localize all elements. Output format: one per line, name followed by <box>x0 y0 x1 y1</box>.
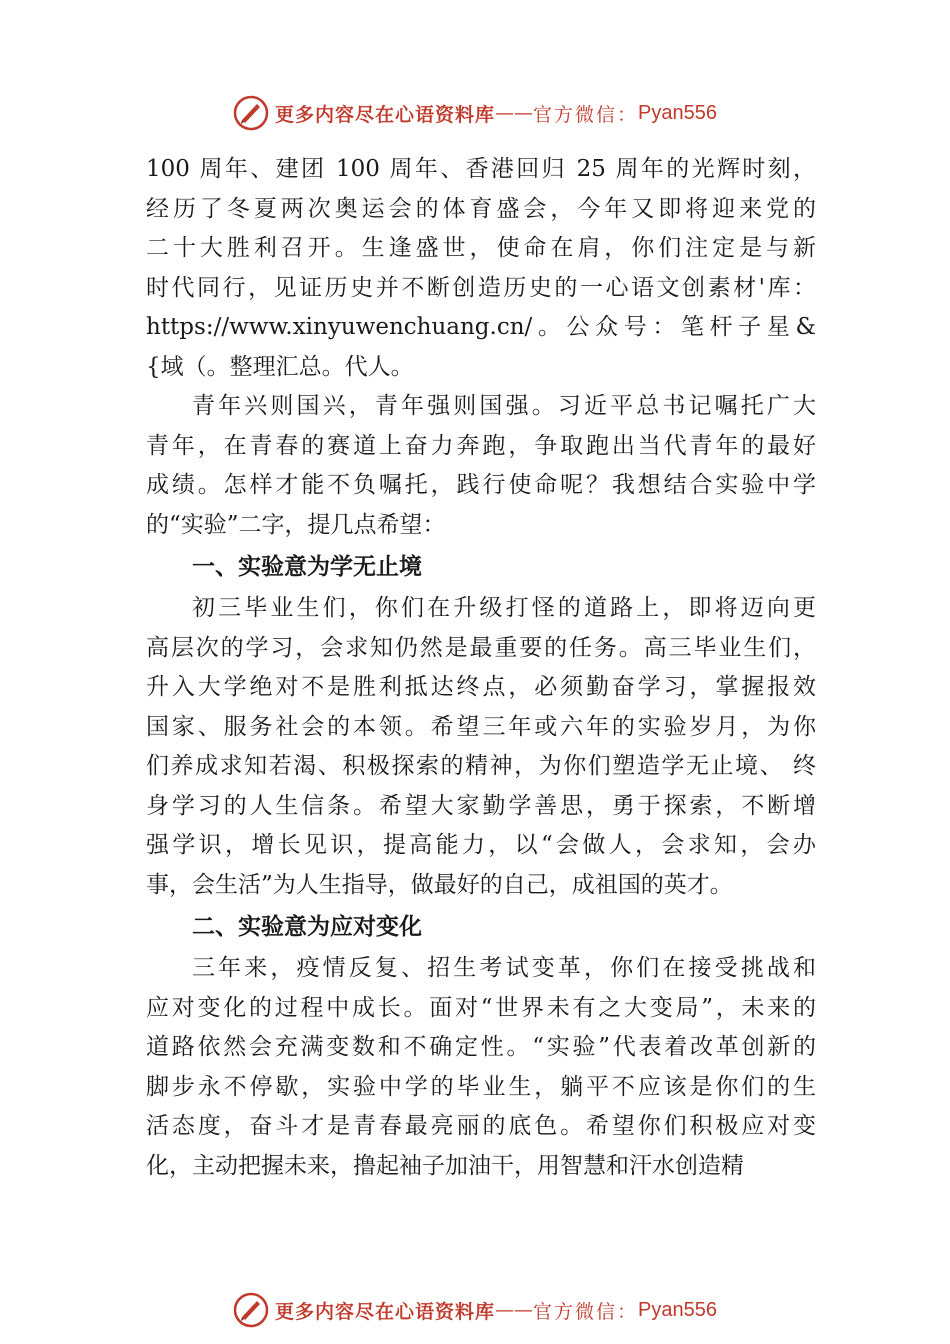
text-line: 道路依然会充满变数和不确定性。“实验”代表着改革创新的 <box>146 1034 816 1060</box>
text-line: 青年兴则国兴，青年强则国强。习近平总书记嘱托广大 <box>192 393 816 419</box>
pen-logo-icon <box>233 95 269 131</box>
paragraph-1 <box>146 150 816 387</box>
text-line: 经历了冬夏两次奥运会的体育盛会，今年又即将迎来党的 <box>146 195 816 222</box>
banner-wechat-label: 官方微信： <box>533 103 639 126</box>
text-line: 们养成求知若渴、积极探索的精神，为你们塑造学无止境、 终 <box>146 753 816 779</box>
text-line: 国家、服务社会的本领。希望三年或六年的实验岁月，为你 <box>146 713 816 740</box>
text-line: 二十大胜利召开。生逢盛世，使命在肩，你们注定是与新 <box>146 235 816 261</box>
text-line: 事，会生活”为人生指导，做最好的自己，成祖国的英才。 <box>146 871 733 898</box>
banner-brand: 更多内容尽在心语资料库 <box>275 1300 496 1323</box>
document-body <box>146 150 816 1186</box>
text-line: 脚步永不停歇，实验中学的毕业生，躺平不应该是你们的生 <box>146 1073 816 1100</box>
text-line: 青年，在青春的赛道上奋力奔跑，争取跑出当代青年的最好 <box>146 432 816 459</box>
paragraph-3 <box>146 589 816 905</box>
text-line: 时代同行，见证历史并不断创造历史的一心语文创素材'库： <box>146 274 816 301</box>
section-heading-2: 二、实验意为应对变化 <box>192 914 422 940</box>
text-line: 高层次的学习，会求知仍然是最重要的任务。高三毕业生们， <box>146 634 816 661</box>
text-line: 初三毕业生们，你们在升级打怪的道路上，即将迈向更 <box>192 595 816 621</box>
section-heading-1: 一、实验意为学无止境 <box>192 554 422 580</box>
text-line: 的“实验”二字，提几点希望： <box>146 511 446 538</box>
banner-wechat-id: Pyan556 <box>638 101 717 124</box>
text-line: 活态度，奋斗才是青春最亮丽的底色。希望你们积极应对变 <box>146 1113 816 1139</box>
banner-wechat-label: 官方微信： <box>533 1300 639 1323</box>
text-line: 成绩。怎样才能不负嘱托，践行使命呢？我想结合实验中学 <box>146 472 816 498</box>
paragraph-2 <box>146 387 816 545</box>
text-line: 强学识，增长见识，提高能力，以“会做人，会求知，会办 <box>146 832 816 858</box>
text-line: 三年来，疫情反复、招生考试变革，你们在接受挑战和 <box>192 955 816 981</box>
text-line: 化，主动把握未来，撸起袖子加油干，用智慧和汗水创造精 <box>146 1152 744 1179</box>
text-line: 应对变化的过程中成长。面对“世界未有之大变局”，未来的 <box>146 994 816 1021</box>
header-banner <box>0 93 950 133</box>
banner-dash: —— <box>495 102 534 124</box>
text-line: 升入大学绝对不是胜利抵达终点，必须勤奋学习，掌握报效 <box>146 674 816 700</box>
banner-dash: —— <box>495 1299 534 1321</box>
pen-logo-icon <box>233 1292 269 1328</box>
text-line: {域（。整理汇总。代人。 <box>146 353 414 380</box>
paragraph-4 <box>146 949 816 1186</box>
banner-wechat-id: Pyan556 <box>638 1298 717 1321</box>
text-line: https://www.xinyuwenchuang.cn/。公众号：笔杆子星& <box>146 314 816 340</box>
footer-banner <box>0 1290 950 1330</box>
banner-brand: 更多内容尽在心语资料库 <box>275 103 496 126</box>
text-line: 身学习的人生信条。希望大家勤学善思，勇于探索，不断增 <box>146 792 816 819</box>
text-line: 100 周年、建团 100 周年、香港回归 25 周年的光辉时刻， <box>146 156 816 182</box>
